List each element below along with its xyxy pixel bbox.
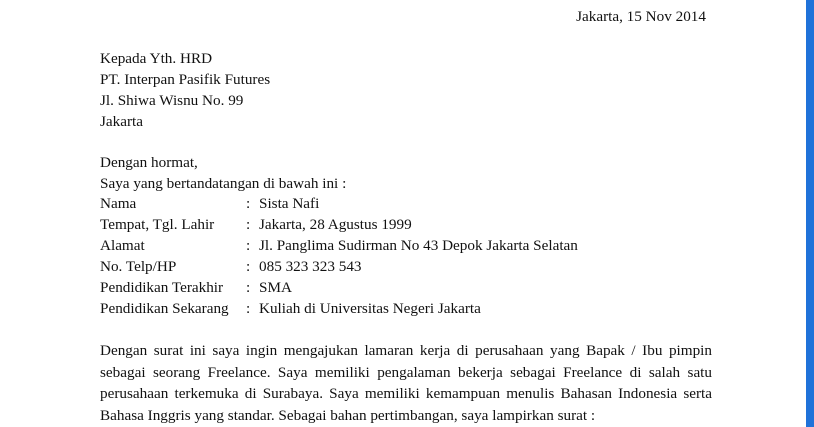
field-label: No. Telp/HP (100, 258, 177, 275)
field-colon: : (246, 258, 251, 275)
field-value: Sista Nafi (259, 195, 320, 212)
recipient-line-3: Jl. Shiwa Wisnu No. 99 (100, 92, 244, 109)
field-value: Jl. Panglima Sudirman No 43 Depok Jakarta Selatan (259, 237, 578, 254)
page-edge-border (806, 0, 814, 427)
field-colon: : (246, 237, 251, 254)
recipient-line-4: Jakarta (100, 113, 144, 130)
intro-line: Saya yang bertandatangan di bawah ini : (100, 175, 347, 192)
letter-date: Jakarta, 15 Nov 2014 (576, 8, 706, 25)
field-value: Kuliah di Universitas Negeri Jakarta (259, 300, 481, 317)
field-value: Jakarta, 28 Agustus 1999 (259, 216, 412, 233)
field-value: SMA (259, 279, 292, 296)
field-label: Alamat (100, 237, 145, 254)
body-paragraph (100, 340, 712, 426)
recipient-line-2: PT. Interpan Pasifik Futures (100, 71, 271, 88)
field-label: Pendidikan Sekarang (100, 300, 229, 317)
body-line: Bahasa Inggris yang standar. Sebagai bahan pertimbangan, saya lampirkan surat : (100, 406, 596, 424)
body-line: Dengan surat ini saya ingin mengajukan lamaran kerja di perusahaan yang Bapak / Ibu pimpin (100, 342, 712, 359)
recipient-line-1: Kepada Yth. HRD (100, 50, 213, 67)
field-colon: : (246, 279, 251, 296)
body-line: sebagai seorang Freelance. Saya memiliki pengalaman bekerja sebagai Freelance di salah satu (100, 363, 712, 381)
field-label: Nama (100, 195, 137, 212)
greeting: Dengan hormat, (100, 154, 198, 171)
field-value: 085 323 323 543 (259, 258, 362, 275)
field-colon: : (246, 195, 251, 212)
field-colon: : (246, 300, 251, 317)
field-label: Tempat, Tgl. Lahir (100, 216, 215, 233)
field-label: Pendidikan Terakhir (100, 279, 224, 296)
field-colon: : (246, 216, 251, 233)
body-line: perusahaan terkemuka di Surabaya. Saya memiliki kemampuan menulis Bahasan Indonesia serta (100, 385, 712, 402)
